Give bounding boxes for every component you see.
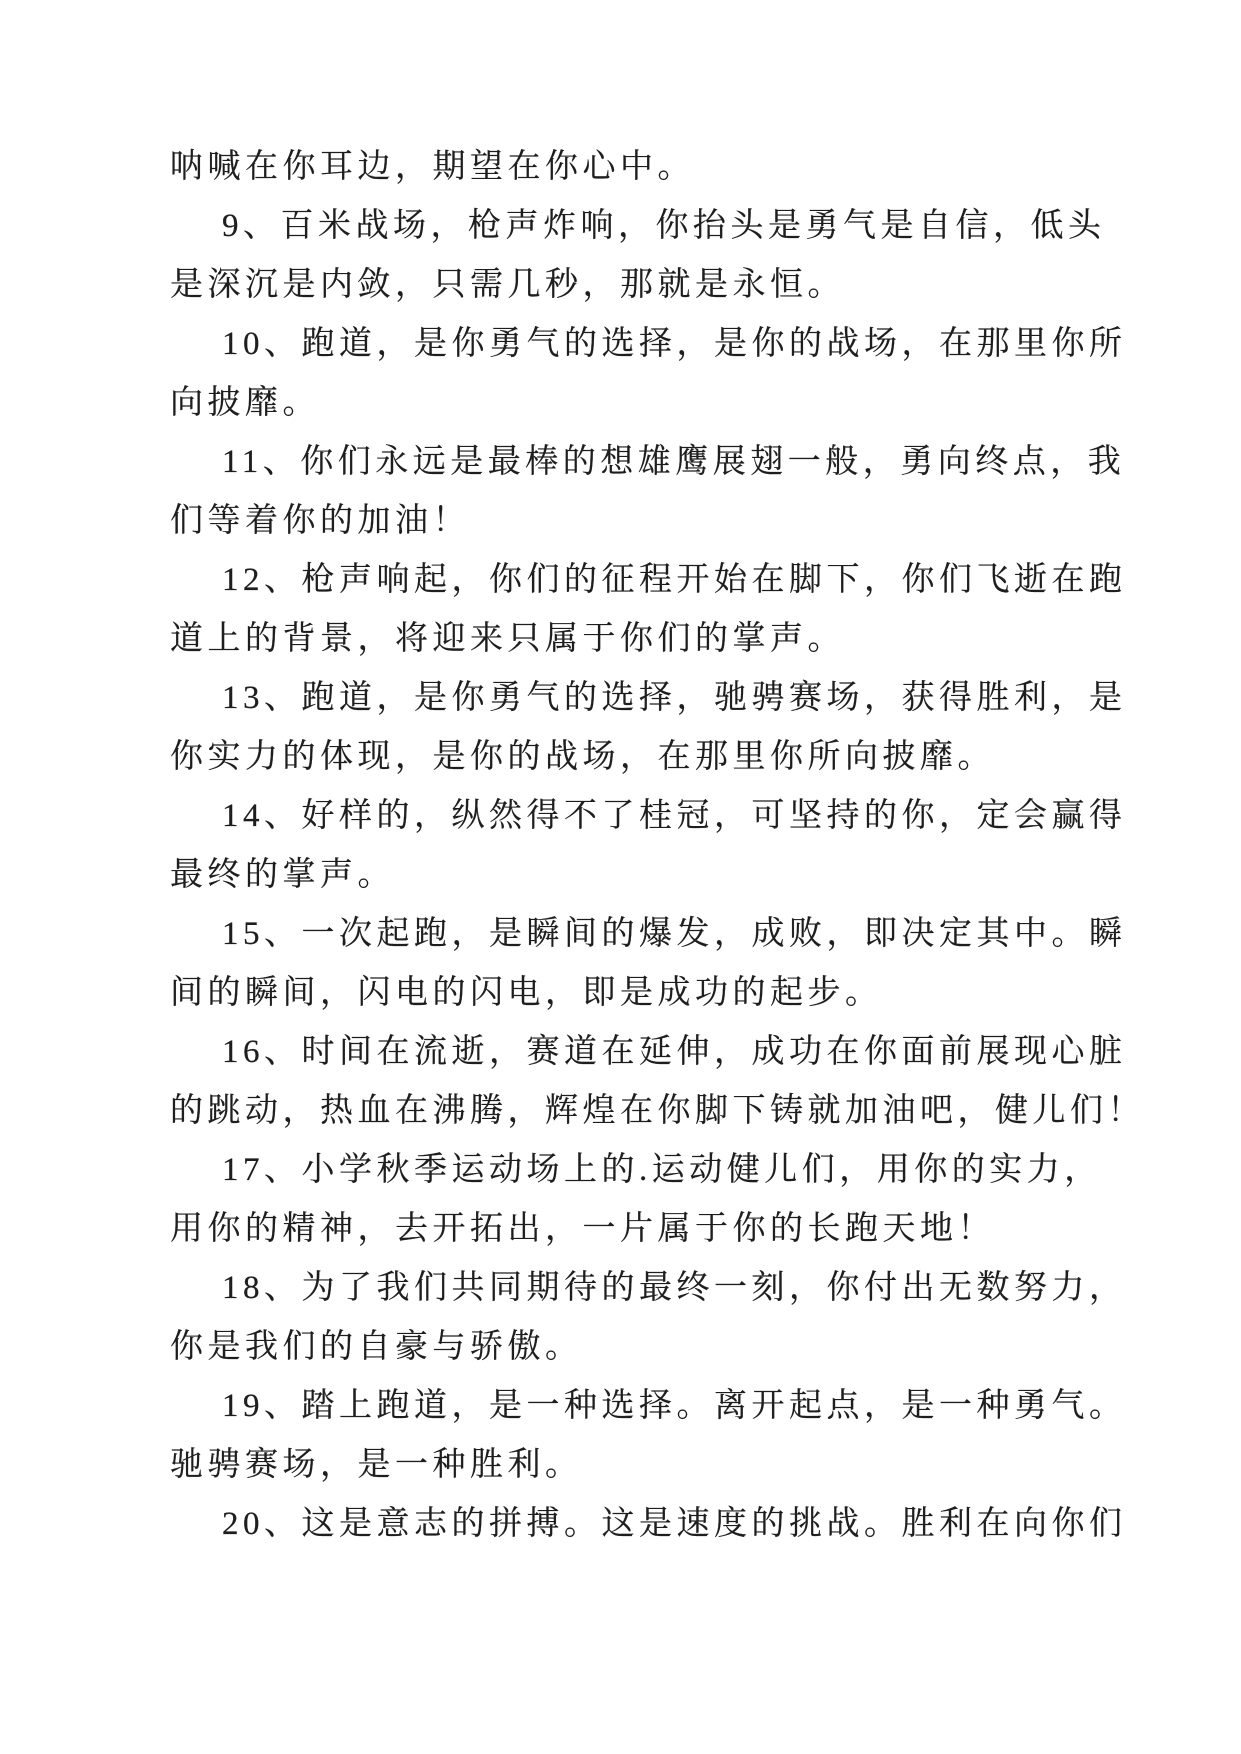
text-line: 呐喊在你耳边，期望在你心中。 [170, 149, 695, 185]
text-line: 13、跑道，是你勇气的选择，驰骋赛场，获得胜利，是 [222, 680, 1127, 716]
text-line: 19、踏上跑道，是一种选择。离开起点，是一种勇气。 [222, 1388, 1127, 1424]
text-line: 11、你们永远是最棒的想雄鹰展翅一般，勇向终点，我 [222, 444, 1126, 480]
text-line: 你实力的体现，是你的战场，在那里你所向披靡。 [170, 739, 995, 775]
text-line: 驰骋赛场，是一种胜利。 [170, 1447, 583, 1483]
text-line: 14、好样的，纵然得不了桂冠，可坚持的你，定会赢得 [222, 798, 1127, 834]
text-line: 12、枪声响起，你们的征程开始在脚下，你们飞逝在跑 [222, 562, 1127, 598]
text-line: 道上的背景，将迎来只属于你们的掌声。 [170, 621, 845, 657]
paragraph-item-15 [170, 905, 1127, 1023]
paragraph-item-18 [170, 1259, 1127, 1377]
document-text-body [170, 138, 1145, 1554]
paragraph-item-19 [170, 1377, 1127, 1495]
text-line: 9、百米战场，枪声炸响，你抬头是勇气是自信，低头 [222, 208, 1106, 244]
paragraph-item-10 [170, 315, 1127, 433]
text-line: 17、小学秋季运动场上的.运动健儿们，用你的实力， [222, 1152, 1102, 1188]
text-line: 18、为了我们共同期待的最终一刻，你付出无数努力， [222, 1270, 1127, 1306]
text-line: 的跳动，热血在沸腾，辉煌在你脚下铸就加油吧，健儿们！ [170, 1093, 1145, 1129]
text-line: 20、这是意志的拼搏。这是速度的挑战。胜利在向你们 [222, 1506, 1127, 1542]
text-line: 是深沉是内敛，只需几秒，那就是永恒。 [170, 267, 845, 303]
text-line: 用你的精神，去开拓出，一片属于你的长跑天地！ [170, 1211, 995, 1247]
text-line: 10、跑道，是你勇气的选择，是你的战场，在那里你所 [222, 326, 1127, 362]
paragraph-item-17 [170, 1141, 1120, 1259]
text-line: 向披靡。 [170, 385, 320, 421]
paragraph-item-20 [170, 1495, 1127, 1554]
text-line: 们等着你的加油！ [170, 503, 470, 539]
paragraph-item-12 [170, 551, 1127, 669]
paragraph-item-9 [170, 197, 1120, 315]
text-line: 间的瞬间，闪电的闪电，即是成功的起步。 [170, 975, 883, 1011]
text-line: 最终的掌声。 [170, 857, 395, 893]
paragraph-item-14 [170, 787, 1127, 905]
text-line: 你是我们的自豪与骄傲。 [170, 1329, 583, 1365]
text-line: 15、一次起跑，是瞬间的爆发，成败，即决定其中。瞬 [222, 916, 1127, 952]
text-line: 16、时间在流逝，赛道在延伸，成功在你面前展现心脏 [222, 1034, 1127, 1070]
paragraph-item-16 [170, 1023, 1145, 1141]
paragraph-item-13 [170, 669, 1127, 787]
paragraph-item-11 [170, 433, 1126, 551]
paragraph-continuation [170, 138, 1120, 197]
